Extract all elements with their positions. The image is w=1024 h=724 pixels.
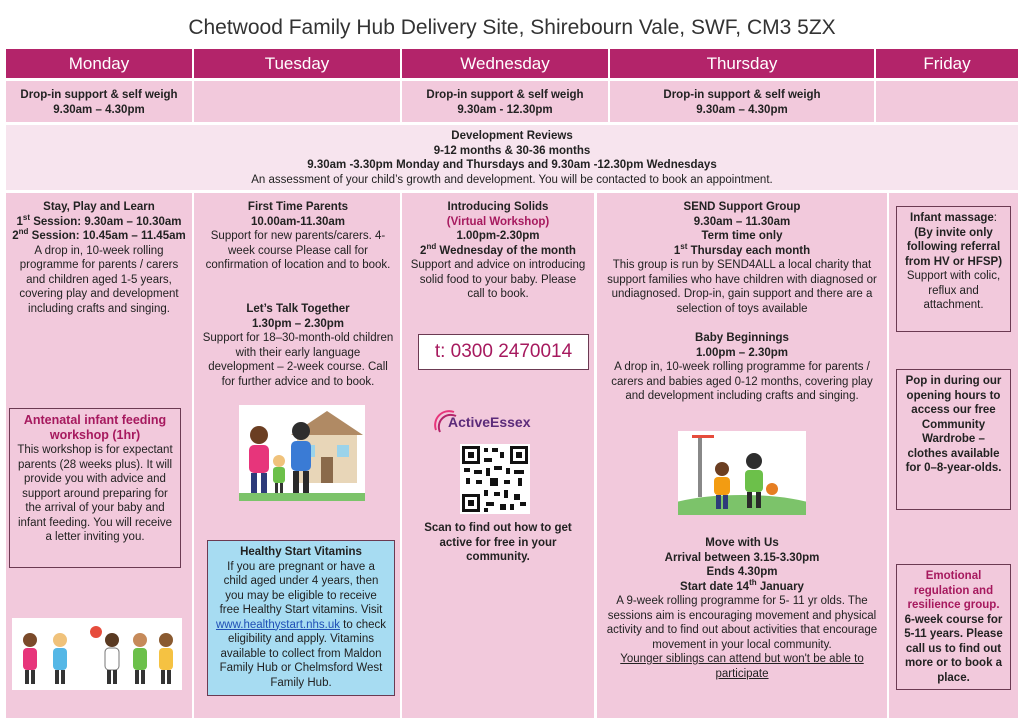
move-with-us bbox=[600, 532, 884, 685]
healthy-start-desc: If you are pregnant or have a child aged under 4 years, then you may be eligible to receive free Healthy Start vitamins. Visit www.healthystart.nhs.uk to check eligibility and apply. Vitamins available to collect from Maldon Family Hub or Chelmsford West Family Hub. bbox=[215, 560, 387, 689]
family-house-illustration bbox=[239, 405, 365, 501]
solids-subtitle: (Virtual Workshop) bbox=[446, 215, 550, 228]
mwu-start: Start date 14th January bbox=[680, 577, 804, 593]
qr-code[interactable] bbox=[460, 444, 530, 514]
antenatal-box bbox=[9, 408, 181, 568]
page-title: Chetwood Family Hub Delivery Site, Shirebourn Vale, SWF, CM3 5ZX bbox=[188, 16, 836, 39]
send-support-group bbox=[600, 196, 884, 320]
solids-day: 2nd Wednesday of the month bbox=[420, 241, 576, 257]
dropin-time: 9.30am – 4.30pm bbox=[696, 103, 788, 116]
active-essex-logo bbox=[432, 404, 536, 438]
session-2: 2nd Session: 10.45am – 11.45am bbox=[12, 227, 186, 242]
healthy-start-link[interactable]: www.healthystart.nhs.uk bbox=[215, 618, 340, 631]
dropin-title: Drop-in support & self weigh bbox=[663, 89, 821, 101]
send-desc: This group is run by SEND4ALL a local charity that support families who have children with diagnosed or undiagnosed. Drop-in, gain support and there are a selection of toys available bbox=[607, 259, 877, 315]
day-header-tuesday: Tuesday bbox=[194, 49, 400, 78]
mwu-arrival: Arrival between 3.15-3.30pm bbox=[664, 551, 820, 564]
phone-number[interactable]: t: 0300 2470014 bbox=[418, 334, 589, 370]
infant-massage-box bbox=[896, 206, 1011, 332]
development-times: 9.30am -3.30pm Monday and Thursdays and 9.30am -12.30pm Wednesdays bbox=[307, 159, 717, 171]
dropin-time: 9.30am – 4.30pm bbox=[53, 103, 145, 116]
introducing-solids bbox=[404, 196, 592, 306]
dropin-title: Drop-in support & self weigh bbox=[20, 89, 178, 101]
solids-time: 1.00pm-2.30pm bbox=[456, 230, 540, 242]
antenatal-desc: This workshop is for expectant parents (28 weeks plus). It will provide you with advice and support around preparing for the arrival of your baby and infant feeding. You will receive a letter inviting you. bbox=[17, 444, 173, 543]
development-ages: 9-12 months & 30-36 months bbox=[433, 144, 591, 157]
ltt-title: Let’s Talk Together bbox=[246, 303, 350, 315]
mwu-ends: Ends 4.30pm bbox=[706, 566, 778, 578]
emotional-regulation-box bbox=[896, 564, 1011, 690]
dropin-thursday bbox=[610, 81, 874, 122]
mwu-title: Move with Us bbox=[705, 537, 779, 549]
solids-title: Introducing Solids bbox=[447, 201, 549, 213]
stay-title: Stay, Play and Learn bbox=[43, 201, 155, 213]
bb-desc: A drop in, 10-week rolling programme for parents / carers and babies aged 0-12 months, covering play and development including crafts and singing. bbox=[611, 361, 873, 402]
infant-massage-desc: Support with colic, reflux and attachment. bbox=[906, 270, 1001, 311]
dropin-friday-empty bbox=[876, 81, 1018, 122]
people-illustration bbox=[12, 618, 182, 690]
first-time-parents bbox=[196, 196, 400, 277]
ltt-desc: Support for 18–30-month-old children with their early language development – 2-week course. Call for further advice and to book. bbox=[202, 332, 394, 388]
ftp-desc: Support for new parents/carers. 4-week course Please call for confirmation of location and to book. bbox=[205, 230, 391, 271]
dropin-monday bbox=[6, 81, 192, 122]
active-essex-logo-text: ActiveEssex bbox=[448, 414, 531, 430]
solids-desc: Support and advice on introducing solid food to your baby. Please call to book. bbox=[410, 259, 586, 300]
ltt-time: 1.30pm – 2.30pm bbox=[251, 317, 345, 330]
development-reviews bbox=[6, 125, 1018, 190]
lets-talk-together bbox=[196, 298, 400, 393]
send-term: Term time only bbox=[701, 230, 783, 242]
send-day: 1st Thursday each month bbox=[673, 241, 811, 257]
dropin-time: 9.30am - 12.30pm bbox=[457, 103, 553, 116]
dropin-tuesday-empty bbox=[194, 81, 400, 122]
day-header-monday: Monday bbox=[6, 49, 192, 78]
development-title: Development Reviews bbox=[451, 130, 573, 142]
mwu-note: Younger siblings can attend but won't be able to participate bbox=[620, 653, 864, 680]
emotional-title: Emotional regulation and resilience group. bbox=[907, 570, 1000, 611]
send-time: 9.30am – 11.30am bbox=[693, 215, 791, 228]
baby-beginnings bbox=[600, 327, 884, 408]
mwu-desc: A 9-week rolling programme for 5- 11 yr olds. The sessions aim is encouraging movement and physical activity and to find out about activities that encourage movement in your local community. bbox=[606, 595, 878, 651]
dropin-wednesday bbox=[402, 81, 608, 122]
ftp-time: 10.00am-11.30am bbox=[251, 215, 345, 228]
antenatal-title: Antenatal infant feeding workshop (1hr) bbox=[23, 413, 167, 442]
day-header-friday: Friday bbox=[876, 49, 1018, 78]
development-desc: An assessment of your child’s growth and development. You will be contacted to book an appointment. bbox=[251, 173, 773, 186]
dropin-title: Drop-in support & self weigh bbox=[426, 89, 584, 101]
stay-desc: A drop in, 10-week rolling programme for parents / carers and children aged 1-5 years, covering play and development including crafts and singing. bbox=[19, 244, 179, 315]
scan-text: Scan to find out how to get active for free in your community. bbox=[424, 522, 572, 563]
kids-basketball-illustration bbox=[678, 431, 806, 515]
stay-play-learn bbox=[6, 196, 192, 320]
day-header-thursday: Thursday bbox=[610, 49, 874, 78]
infant-massage-title: Infant massage: bbox=[910, 212, 997, 224]
bb-title: Baby Beginnings bbox=[695, 332, 789, 344]
infant-massage-invite: (By invite only following referral from HV or HFSP) bbox=[904, 226, 1003, 268]
send-title: SEND Support Group bbox=[683, 201, 801, 213]
emotional-desc: 6-week course for 5-11 years. Please call us to find out more or to book a place. bbox=[904, 613, 1003, 684]
community-wardrobe-box: Pop in during our opening hours to access our free Community Wardrobe – clothes available for 0–8-year-olds. bbox=[896, 369, 1011, 510]
day-header-wednesday: Wednesday bbox=[402, 49, 608, 78]
ftp-title: First Time Parents bbox=[247, 201, 349, 213]
healthy-start-title: Healthy Start Vitamins bbox=[240, 546, 362, 558]
bb-time: 1.00pm – 2.30pm bbox=[695, 346, 789, 359]
healthy-start-box bbox=[207, 540, 395, 696]
session-1: 1st Session: 9.30am – 10.30am bbox=[16, 212, 182, 228]
